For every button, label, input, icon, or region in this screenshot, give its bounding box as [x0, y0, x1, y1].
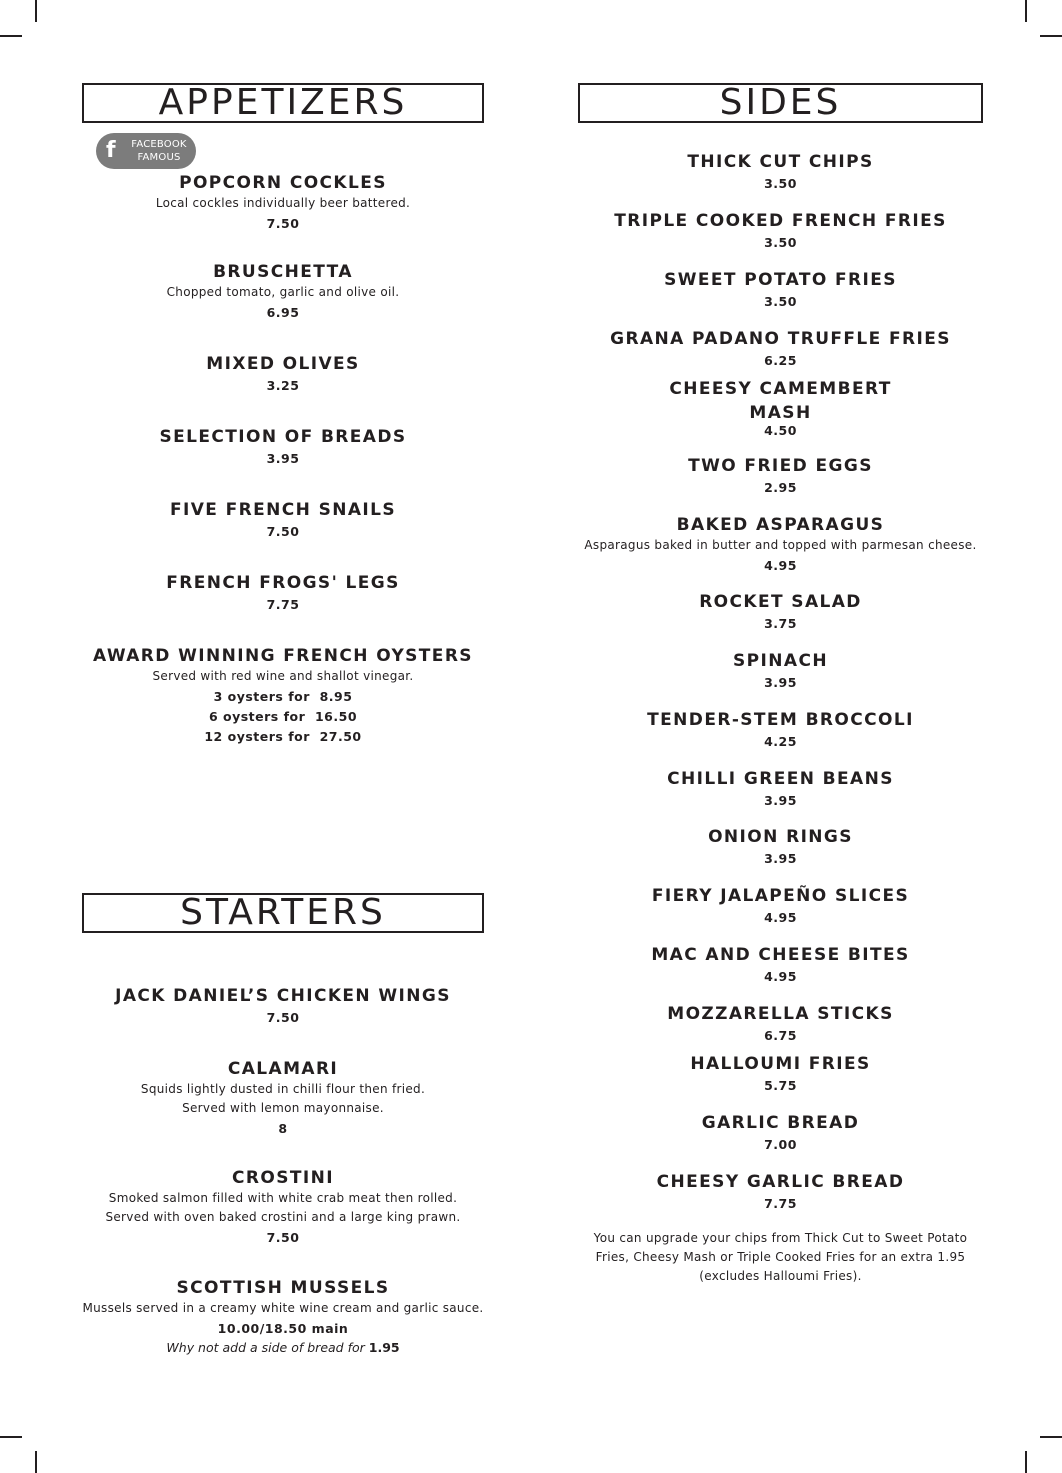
item-price: 6.75	[764, 1028, 797, 1043]
item-price: 3.50	[764, 176, 797, 191]
item-name: BAKED ASPARAGUS	[676, 515, 885, 535]
item-price: 7.50	[266, 524, 300, 539]
item-price: 4.95	[764, 910, 797, 925]
facebook-icon: f	[106, 138, 116, 163]
appetizers-title: APPETIZERS	[158, 82, 408, 123]
item-name: TENDER-STEM BROCCOLI	[647, 710, 914, 730]
oyster-option: 12 oysters for 27.50	[204, 729, 362, 744]
item-name: ONION RINGS	[708, 827, 853, 847]
menu-item	[578, 1113, 983, 1154]
menu-item	[578, 827, 983, 868]
note-line: (excludes Halloumi Fries).	[699, 1269, 862, 1283]
item-price: 4.95	[764, 558, 797, 573]
item-name: TRIPLE COOKED FRENCH FRIES	[614, 211, 947, 231]
item-price: 7.50	[266, 1010, 300, 1025]
item-description: Mussels served in a creamy white wine cream and garlic sauce.	[82, 1301, 484, 1315]
oyster-option: 3 oysters for 8.95	[213, 689, 353, 704]
note-line: Fries, Cheesy Mash or Triple Cooked Fries for an extra 1.95	[595, 1250, 966, 1264]
menu-item	[578, 152, 983, 193]
item-description: Smoked salmon filled with white crab meat then rolled.	[108, 1191, 458, 1205]
menu-item	[578, 651, 983, 692]
item-price: 6.95	[266, 305, 300, 320]
item-price: 4.95	[764, 969, 797, 984]
item-price: 3.25	[266, 378, 300, 393]
item-price: 3.50	[764, 235, 797, 250]
menu-item	[82, 1168, 484, 1247]
item-price: 7.50	[266, 1230, 300, 1245]
sides-upgrade-note	[578, 1229, 983, 1286]
item-price: 7.50	[266, 216, 300, 231]
menu-item	[578, 1004, 983, 1045]
item-extra	[82, 1338, 484, 1358]
item-description: Local cockles individually beer battered.	[155, 196, 411, 210]
menu-item	[82, 1059, 484, 1138]
crop-mark	[0, 1436, 22, 1438]
item-description: Chopped tomato, garlic and olive oil.	[166, 285, 400, 299]
item-extra-text: Why not add a side of bread for	[166, 1340, 365, 1355]
item-name: SCOTTISH MUSSELS	[176, 1278, 390, 1298]
crop-mark	[1025, 1451, 1027, 1473]
item-name: MASH	[749, 403, 812, 423]
menu-item	[578, 769, 983, 810]
item-price: 3.75	[764, 616, 797, 631]
item-name: CALAMARI	[227, 1059, 339, 1079]
menu-item	[82, 1278, 484, 1358]
item-name: CHEESY CAMEMBERT	[669, 379, 892, 399]
item-price: 7.00	[764, 1137, 797, 1152]
crop-mark	[1040, 1436, 1062, 1438]
item-name: THICK CUT CHIPS	[687, 152, 874, 172]
menu-item	[578, 1054, 983, 1095]
item-name: GRANA PADANO TRUFFLE FRIES	[610, 329, 951, 349]
menu-item	[578, 377, 983, 440]
menu-item	[578, 945, 983, 986]
menu-item	[578, 456, 983, 497]
menu-item	[578, 211, 983, 252]
item-price: 10.00/18.50 main	[217, 1321, 349, 1336]
item-name: BRUSCHETTA	[213, 262, 353, 282]
starters-list	[82, 0, 484, 1400]
item-name: HALLOUMI FRIES	[690, 1054, 871, 1074]
item-name: SPINACH	[733, 651, 828, 671]
item-price: 4.50	[764, 423, 797, 438]
badge-line-1: FACEBOOK	[131, 139, 187, 150]
starters-title: STARTERS	[180, 892, 386, 933]
menu-item	[578, 515, 983, 575]
item-description: Served with oven baked crostini and a large king prawn.	[105, 1210, 461, 1224]
item-name: MIXED OLIVES	[206, 354, 360, 374]
item-name: MOZZARELLA STICKS	[667, 1004, 894, 1024]
item-name: ROCKET SALAD	[699, 592, 862, 612]
item-name: SELECTION OF BREADS	[159, 427, 407, 447]
item-price: 3.50	[764, 294, 797, 309]
menu-item	[578, 592, 983, 633]
item-description: Served with red wine and shallot vinegar.	[152, 669, 414, 683]
oyster-option: 6 oysters for 16.50	[208, 709, 358, 724]
crop-mark	[35, 1451, 37, 1473]
item-description: Squids lightly dusted in chilli flour then fried.	[140, 1082, 426, 1096]
item-name: MAC AND CHEESE BITES	[651, 945, 910, 965]
item-name: JACK DANIEL’S CHICKEN WINGS	[115, 986, 451, 1006]
item-price: 7.75	[266, 597, 300, 612]
item-price: 3.95	[764, 793, 797, 808]
menu-item	[578, 329, 983, 370]
item-price: 4.25	[764, 734, 797, 749]
menu-item	[578, 1172, 983, 1213]
item-name: FIVE FRENCH SNAILS	[169, 500, 397, 520]
item-name: SWEET POTATO FRIES	[664, 270, 897, 290]
menu-item	[578, 270, 983, 311]
item-price: 3.95	[764, 851, 797, 866]
item-name: TWO FRIED EGGS	[688, 456, 873, 476]
item-name: FRENCH FROGS' LEGS	[166, 573, 400, 593]
note-line: You can upgrade your chips from Thick Cut to Sweet Potato	[593, 1231, 968, 1245]
menu-item	[578, 710, 983, 751]
menu-item	[578, 886, 983, 927]
item-name: CHILLI GREEN BEANS	[667, 769, 894, 789]
item-price: 7.75	[764, 1196, 797, 1211]
crop-mark	[1025, 0, 1027, 22]
item-price: 5.75	[764, 1078, 797, 1093]
item-description: Served with lemon mayonnaise.	[182, 1101, 384, 1115]
crop-mark	[0, 35, 22, 37]
item-price: 2.95	[764, 480, 797, 495]
crop-mark	[1040, 35, 1062, 37]
badge-line-2: FAMOUS	[137, 152, 181, 163]
item-price: 3.95	[266, 451, 300, 466]
sides-title: SIDES	[719, 82, 842, 123]
item-name: AWARD WINNING FRENCH OYSTERS	[93, 646, 473, 666]
item-name: CROSTINI	[232, 1168, 334, 1188]
sides-list	[578, 0, 983, 1300]
item-price: 3.95	[764, 675, 797, 690]
menu-item	[82, 986, 484, 1027]
item-description: Asparagus baked in butter and topped with parmesan cheese.	[584, 538, 977, 552]
item-name: GARLIC BREAD	[701, 1113, 860, 1133]
item-extra-price: 1.95	[368, 1340, 400, 1355]
crop-mark	[35, 0, 37, 22]
item-price: 6.25	[764, 353, 797, 368]
item-name: FIERY JALAPEÑO SLICES	[651, 886, 910, 906]
item-price: 8	[278, 1121, 288, 1136]
item-name: CHEESY GARLIC BREAD	[656, 1172, 905, 1192]
item-name: POPCORN COCKLES	[179, 173, 387, 193]
